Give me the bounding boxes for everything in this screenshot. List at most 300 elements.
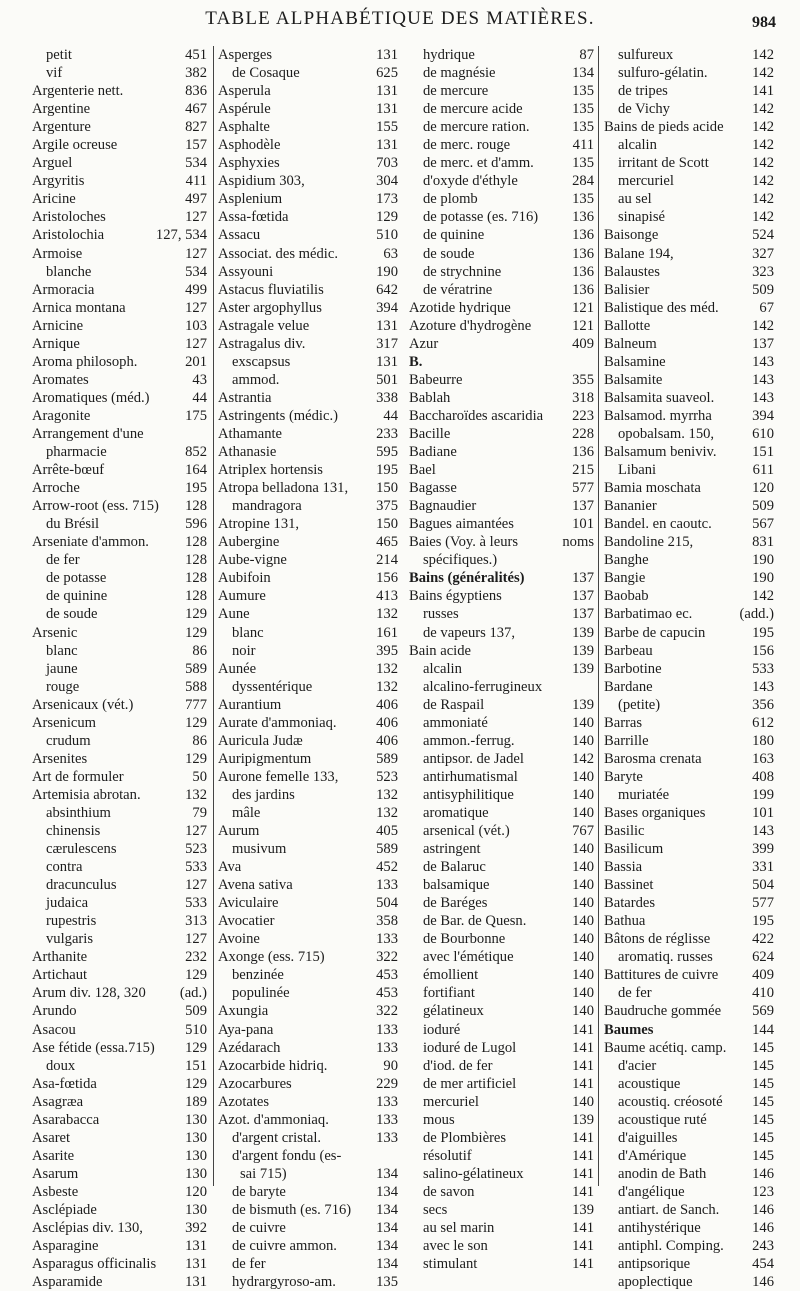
entry-term: résolutif [423,1147,472,1164]
entry-term: Arum div. 128, 320 [32,985,146,1002]
entry-term: Asplenium [218,191,283,208]
entry-term: Ballotte [604,317,651,334]
entry-term: mercuriel [618,173,674,190]
entry-page-numbers: 127, 534 [155,227,207,244]
index-entry [218,515,398,533]
entry-term: Asclépias div. 130, [32,1220,143,1237]
entry-term: Azotates [218,1093,270,1110]
entry-term: blanc [232,624,264,641]
entry-page-numbers: 394 [752,407,774,424]
entry-page-numbers: 408 [752,768,774,785]
index-entry [604,407,774,425]
entry-page-numbers: 63 [383,245,398,262]
entry-page-numbers: 195 [376,462,398,479]
entry-term: Arnicine [32,317,84,334]
index-entry [604,768,774,786]
entry-term: de tripes [618,83,668,100]
index-entry [409,840,594,858]
entry-term: avec l'émétique [423,949,514,966]
entry-page-numbers: 120 [185,1183,207,1200]
entry-term: Barbatimao ec. [604,606,693,623]
index-entry [218,750,398,768]
entry-page-numbers: 140 [572,804,594,821]
index-entry [32,660,207,678]
index-entry [604,1147,774,1165]
entry-term: Astringents (médic.) [218,407,338,424]
entry-page-numbers: 499 [185,281,207,298]
entry-term: Aubifoin [218,570,271,587]
entry-term: apoplectique [618,1274,693,1291]
index-entry [218,1129,398,1147]
entry-term: de savon [423,1183,475,1200]
entry-page-numbers: 394 [376,299,398,316]
index-entry [218,353,398,371]
entry-term: Bagues aimantées [409,516,514,533]
index-entry [32,587,207,605]
index-entry [604,263,774,281]
entry-page-numbers: 135 [572,119,594,136]
entry-page-numbers: 129 [185,1075,207,1092]
entry-page-numbers: 140 [572,714,594,731]
entry-term: Asa-fœtida [32,1075,97,1092]
index-entry [604,1237,774,1255]
entry-page-numbers: 129 [185,624,207,641]
entry-term: contra [46,859,83,876]
index-entry [409,569,594,587]
entry-term: du Brésil [46,516,100,533]
entry-page-numbers: 567 [752,516,774,533]
entry-term: Armoracia [32,281,95,298]
index-entry [32,1201,207,1219]
entry-term: salino-gélatineux [423,1165,524,1182]
entry-term: émollient [423,967,479,984]
index-entry [604,317,774,335]
entry-term: astringent [423,841,481,858]
entry-page-numbers: 504 [376,895,398,912]
entry-term: de plomb [423,191,478,208]
entry-term: Asperges [218,47,273,63]
entry-term: Aster argophyllus [218,299,322,316]
entry-term: de Bar. de Quesn. [423,913,527,930]
index-entry [218,118,398,136]
index-entry [32,317,207,335]
index-entry [32,822,207,840]
index-column-2 [213,46,398,1291]
entry-page-numbers: 141 [572,1256,594,1273]
entry-page-numbers: 144 [752,1021,774,1038]
entry-page-numbers: 533 [752,660,774,677]
entry-page-numbers: 228 [572,425,594,442]
entry-term: rupestris [46,913,97,930]
entry-page-numbers: 129 [185,967,207,984]
index-entry [32,46,207,64]
entry-term: Asagræa [32,1093,84,1110]
entry-term: ammoniaté [423,714,488,731]
entry-term: de merc. et d'amm. [423,155,534,172]
index-entry [604,245,774,263]
entry-term: Bacille [409,425,451,442]
index-entry [409,389,594,407]
entry-page-numbers: 133 [376,1093,398,1110]
entry-term: ioduré de Lugol [423,1039,517,1056]
entry-page-numbers: 139 [572,1202,594,1218]
index-entry [32,154,207,172]
entry-term: spécifiques.) [423,552,498,569]
index-entry [218,858,398,876]
entry-term: russes [423,606,459,623]
entry-term: de mercure [423,83,489,100]
entry-term: Arroche [32,480,80,497]
entry-page-numbers: 454 [752,1256,774,1273]
index-entry [218,226,398,244]
index-entry [32,1237,207,1255]
entry-page-numbers: 128 [185,534,207,551]
entry-page-numbers: 129 [185,714,207,731]
page-header [0,8,800,32]
index-entry [409,100,594,118]
index-entry [218,894,398,912]
index-entry [409,281,594,299]
index-entry [409,696,594,714]
entry-term: Asphalte [218,119,270,136]
index-entry [32,948,207,966]
entry-page-numbers: 327 [752,245,774,262]
entry-term: Azur [409,335,439,352]
entry-page-numbers: 338 [376,389,398,406]
entry-term: d'angélique [618,1183,685,1200]
entry-page-numbers: 137 [752,335,774,352]
entry-term: Azédarach [218,1039,281,1056]
entry-term: dyssentérique [232,678,313,695]
entry-term: Bardane [604,678,653,695]
index-entry [32,1165,207,1183]
entry-page-numbers: 190 [752,552,774,569]
index-entry [218,1201,398,1219]
index-entry [218,732,398,750]
entry-term: stimulant [423,1256,478,1273]
entry-term: Aroma philosoph. [32,353,138,370]
entry-page-numbers: 86 [192,642,207,659]
index-entry [32,894,207,912]
entry-page-numbers: 313 [185,913,207,930]
index-entry [409,515,594,533]
entry-page-numbers: 406 [376,696,398,713]
entry-term: hydrargyroso-am. [232,1274,336,1291]
index-entry [32,966,207,984]
index-entry [604,1219,774,1237]
entry-term: arsenical (vét.) [423,823,510,840]
entry-page-numbers: 392 [185,1220,207,1237]
entry-term: Libani [618,462,657,479]
entry-term: aromatiq. russes [618,949,713,966]
entry-term: Asclépiade [32,1202,97,1218]
index-entry [604,948,774,966]
index-entry [32,461,207,479]
entry-term: alcalin [618,137,657,154]
entry-page-numbers: 135 [572,155,594,172]
entry-term: anodin de Bath [618,1165,707,1182]
entry-term: balsamique [423,877,490,894]
index-entry [409,948,594,966]
index-entry [604,118,774,136]
entry-page-numbers: 625 [376,65,398,82]
index-entry [32,281,207,299]
entry-term: Badiane [409,444,457,461]
entry-page-numbers: 67 [759,299,774,316]
entry-page-numbers: 304 [376,173,398,190]
entry-term: de magnésie [423,65,496,82]
entry-page-numbers: 129 [376,209,398,226]
entry-page-numbers: 588 [185,678,207,695]
entry-term: Arrangement d'une [32,425,144,442]
index-entry [604,624,774,642]
entry-term: chinensis [46,823,101,840]
entry-page-numbers: 411 [572,137,594,154]
entry-page-numbers: 411 [185,173,207,190]
entry-page-numbers: 142 [752,47,774,63]
index-entry [604,1002,774,1020]
entry-term: Auripigmentum [218,750,312,767]
entry-term: de bismuth (es. 716) [232,1202,352,1218]
entry-term: de Vichy [618,101,670,118]
index-entry [604,732,774,750]
entry-term: Assacu [218,227,261,244]
entry-page-numbers: 195 [185,480,207,497]
entry-term: blanche [46,263,92,280]
entry-page-numbers: 130 [185,1165,207,1182]
index-entry [32,533,207,551]
entry-page-numbers: 534 [185,155,207,172]
index-entry [604,587,774,605]
index-entry [218,551,398,569]
index-entry [409,605,594,623]
entry-term: Aromates [32,371,89,388]
entry-page-numbers: 164 [185,462,207,479]
index-entry [604,154,774,172]
entry-term: de vapeurs 137, [423,624,515,641]
entry-term: fortifiant [423,985,475,1002]
index-entry [218,587,398,605]
entry-term: Athanasie [218,444,277,461]
entry-term: Asphyxies [218,155,280,172]
entry-page-numbers: 141 [572,1165,594,1182]
entry-page-numbers: 140 [572,1093,594,1110]
entry-term: Aspérule [218,101,271,118]
index-entry [409,876,594,894]
entry-term: de Bourbonne [423,931,506,948]
entry-term: Avoine [218,931,260,948]
index-entry [409,425,594,443]
entry-term: Aunée [218,660,257,677]
index-entry [218,389,398,407]
entry-term: de fer [46,552,80,569]
index-entry [218,1183,398,1201]
entry-term: d'acier [618,1057,657,1074]
entry-page-numbers: 139 [572,696,594,713]
index-entry [409,894,594,912]
entry-term: Aurum [218,823,260,840]
index-entry [218,605,398,623]
entry-page-numbers: 134 [376,1256,398,1273]
index-entry [604,100,774,118]
entry-term: pharmacie [46,444,107,461]
index-entry [32,136,207,154]
entry-term: Arundo [32,1003,77,1020]
index-entry [409,190,594,208]
entry-page-numbers: 130 [185,1147,207,1164]
index-entry [218,1093,398,1111]
index-entry [218,190,398,208]
entry-term: sulfureux [618,47,674,63]
page-title: TABLE ALPHABÉTIQUE DES MATIÈRES. [205,8,595,29]
index-entry [409,208,594,226]
index-entry [409,984,594,1002]
index-entry [218,263,398,281]
entry-term: Art de formuler [32,768,124,785]
entry-page-numbers: 90 [383,1057,398,1074]
entry-page-numbers: 406 [376,714,398,731]
entry-page-numbers: 317 [376,335,398,352]
entry-term: d'oxyde d'éthyle [423,173,518,190]
entry-page-numbers: 140 [572,841,594,858]
index-entry [604,912,774,930]
entry-page-numbers: 128 [185,498,207,515]
index-entry [604,479,774,497]
entry-term: de fer [232,1256,266,1273]
entry-page-numbers [204,425,207,443]
entry-term: Ava [218,859,242,876]
entry-term: de Raspail [423,696,485,713]
entry-term: Azotide hydrique [409,299,511,316]
entry-page-numbers: 358 [376,913,398,930]
entry-page-numbers: 767 [572,823,594,840]
entry-page-numbers: 322 [376,1003,398,1020]
entry-page-numbers: (ad.) [179,985,207,1002]
entry-term: Balsamum beniviv. [604,444,717,461]
entry-page-numbers: 101 [572,516,594,533]
entry-page-numbers: 836 [185,83,207,100]
index-entry [218,1219,398,1237]
entry-page-numbers: 524 [752,227,774,244]
entry-page-numbers: 143 [752,823,774,840]
index-entry [604,750,774,768]
entry-page-numbers: 452 [376,859,398,876]
entry-term: de potasse (es. 716) [423,209,539,226]
entry-page-numbers: 284 [572,173,594,190]
index-entry [218,136,398,154]
entry-term: Arnique [32,335,80,352]
entry-term: populinée [232,985,290,1002]
entry-term: Barbotine [604,660,662,677]
entry-page-numbers: 465 [376,534,398,551]
index-entry [604,497,774,515]
entry-page-numbers: 133 [376,877,398,894]
entry-term: secs [423,1202,448,1218]
index-entry [218,1255,398,1273]
entry-page-numbers: 101 [752,804,774,821]
entry-term: Arsenic [32,624,78,641]
index-entry [218,100,398,118]
index-entry [218,245,398,263]
entry-term: antihystérique [618,1220,701,1237]
entry-term: ioduré [423,1021,461,1038]
index-entry [604,1057,774,1075]
entry-page-numbers: 523 [185,841,207,858]
entry-term: doux [46,1057,76,1074]
index-entry [32,768,207,786]
entry-page-numbers: 43 [192,371,207,388]
entry-page-numbers: 136 [572,444,594,461]
entry-page-numbers: 453 [376,967,398,984]
entry-term: Astragale velue [218,317,310,334]
entry-term: Bagasse [409,480,457,497]
entry-term: musivum [232,841,287,858]
entry-page-numbers: 142 [752,155,774,172]
entry-term: Asarite [32,1147,75,1164]
index-entry [409,624,594,642]
entry-term: Baudruche gommée [604,1003,722,1020]
index-column-3 [409,46,599,1273]
entry-page-numbers: 132 [376,804,398,821]
entry-page-numbers: 135 [376,1274,398,1291]
index-entry [32,479,207,497]
entry-page-numbers: 136 [572,227,594,244]
index-entry [218,1039,398,1057]
entry-page-numbers: 136 [572,245,594,262]
entry-page-numbers: 395 [376,642,398,659]
entry-page-numbers: 136 [572,281,594,298]
index-entry [604,1165,774,1183]
entry-page-numbers: 127 [185,209,207,226]
entry-term: mous [423,1111,455,1128]
index-entry [32,678,207,696]
index-entry [409,1002,594,1020]
entry-page-numbers: 827 [185,119,207,136]
entry-term: alcalino-ferrugineux [423,678,543,695]
index-entry [409,461,594,479]
entry-term: Bananier [604,498,657,515]
index-entry [604,569,774,587]
entry-term: Balisier [604,281,650,298]
index-entry [604,1111,774,1129]
entry-term: Avena sativa [218,877,293,894]
entry-page-numbers: 134 [376,1202,398,1218]
entry-term: Barbeau [604,642,653,659]
entry-page-numbers: 624 [752,949,774,966]
entry-term: Battitures de cuivre [604,967,719,984]
entry-page-numbers: 133 [376,1039,398,1056]
index-entry [604,335,774,353]
index-entry [409,118,594,136]
entry-page-numbers: 103 [185,317,207,334]
entry-page-numbers: 120 [752,480,774,497]
entry-page-numbers: 142 [752,119,774,136]
index-entry [32,226,207,244]
index-entry [218,46,398,64]
entry-page-numbers: 127 [185,931,207,948]
entry-term: Bassia [604,859,643,876]
index-entry [604,533,774,551]
index-entry [409,804,594,822]
entry-page-numbers: 137 [572,606,594,623]
index-entry [218,569,398,587]
entry-term: Bain acide [409,642,471,659]
index-entry [409,136,594,154]
entry-term: absinthium [46,804,111,821]
entry-page-numbers: 131 [376,317,398,334]
entry-page-numbers: 375 [376,498,398,515]
entry-term: antisyphilitique [423,786,514,803]
